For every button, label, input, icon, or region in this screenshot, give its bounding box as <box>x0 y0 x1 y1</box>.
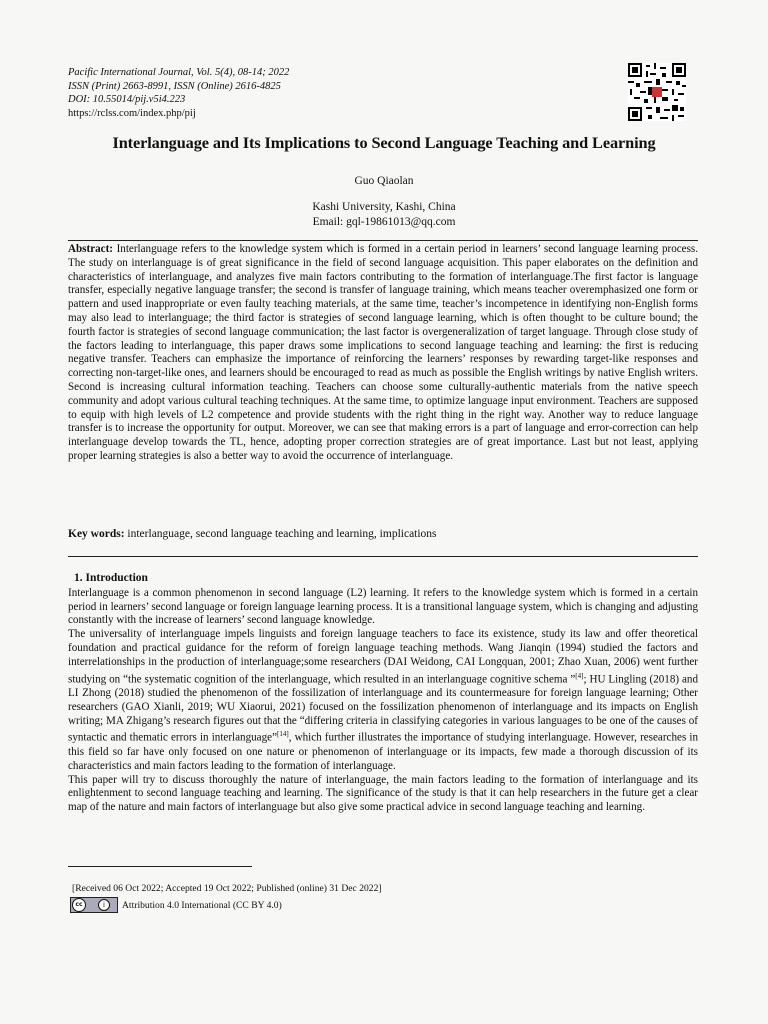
paper-title: Interlanguage and Its Implications to Second Language Teaching and Learning <box>112 133 656 152</box>
divider <box>68 556 698 557</box>
introduction-section <box>68 572 698 815</box>
journal-issn: ISSN (Print) 2663-8991, ISSN (Online) 2616-4825 <box>68 80 281 92</box>
author-email[interactable]: Email: gql-19861013@qq.com <box>312 216 456 228</box>
journal-url[interactable]: https://rclss.com/index.php/pij <box>68 107 196 119</box>
qr-code-icon <box>628 63 686 121</box>
publication-dates: [Received 06 Oct 2022; Accepted 19 Oct 2022; Published (online) 31 Dec 2022] <box>72 883 382 894</box>
author-name: Guo Qiaolan <box>354 175 414 187</box>
abstract-text: Interlanguage refers to the knowledge system which is formed in a certain period in learners’ second language learning process. The study on interlanguage is of great significance in the field of second language acquisition. This paper elaborates on the definition and characteristics of interlanguage, and analyzes five main factors contributing to the formation of interlanguage.The first factor is language transfer, especially negative language transfer; the second is transfer of language training, which means teacher overemphasized one form or pattern and used inappropriate or even faulty teaching materials, at the same time, teacher’s incompetence in identifying non-English forms may also lead to interlanguage; the third factor is strategies of second language learning, which is often thought to be culture bound; the fourth factor is strategies of second language communication; the last factor is overgeneralization of target language. Through close study of the factors leading to interlanguage, this paper draws some implications to second language teaching and learning: the first is reducing negative transfer. Teachers can emphasize the importance of reinforcing the learners’ responses by rewarding target-like responses and correcting non-target-like ones, and learners should be encouraged to read as much as possible the English writings by native English writers. Second is increasing cultural information teaching. Teachers can choose some culturally-authentic materials from the native speech community and adopt various cultural teaching techniques. At the same time, to optimize language input environment. Teachers are supposed to equip with high levels of L2 competence and provide students with the right thing in the right way. Another way to reduce language transfer is to increase the opportunity for output. Moreover, we can see that making errors is a part of language and error-correction can help interlanguage develop towards the TL, hence, adopting proper correction strategies are of great importance. Last but not least, applying proper learning strategies is also a better way to avoid the occurrence of interlanguage. <box>68 243 698 462</box>
intro-p2-part-b: ; HU Lingling (2018) and LI Zhong (2018) studied the phenomenon of the fossilization of interlanguage and its countermeasure for foreign language learning; Other researchers (GAO Xianli, 2019; WU Xiaorui, 2021) focused on the fossilization phenomenon of interlanguage and its impacts on English writing; MA Zhigang’s research figures out that the “differing criteria in classifying categories in various languages to be one of the causes of syntactic and thematic errors in interlanguage” <box>68 673 698 745</box>
journal-header <box>68 66 289 120</box>
intro-paragraph-3: This paper will try to discuss thoroughly the nature of interlanguage, the main factors leading to the formation of interlanguage and its enlightenment to second language teaching and learning. The significance of the study is that it can help researchers in the future get a clear map of the nature and main factors of interlanguage but also give some practical advice in second language teaching and learning. <box>68 773 698 814</box>
keywords-label: Key words: <box>68 528 125 540</box>
intro-paragraph-1: Interlanguage is a common phenomenon in second language (L2) learning. It refers to the knowledge system which is formed in a certain period in learners’ second language or foreign language learning process. It is a transitional language system, which is changing and adjusting constantly with the increase of learners’ second language knowledge. <box>68 586 698 627</box>
journal-doi: DOI: 10.55014/pij.v5i4.223 <box>68 94 186 105</box>
citation-ref[interactable]: [14] <box>277 730 289 739</box>
license-text[interactable]: Attribution 4.0 International (CC BY 4.0) <box>122 899 282 911</box>
divider <box>68 240 698 241</box>
intro-p2-part-a: The universality of interlanguage impels linguists and foreign language teachers to face its existence, study its law and offer theoretical foundation and practical guidance for the reform of foreign language teaching methods. Wang Jianqin (1994) studied the factors and interrelationships in the production of interlanguage;some researchers (DAI Weidong, CAI Longquan, 2001; Zhao Xuan, 2006) went further studying on “the systematic cognition of the interlanguage, which resulted in an interlanguage cognitive schema ” <box>68 628 698 686</box>
keywords-text: interlanguage, second language teaching and learning, implications <box>127 528 437 540</box>
abstract-label: Abstract: <box>68 243 113 255</box>
intro-paragraph-2 <box>68 628 698 773</box>
affiliation-block <box>0 200 768 230</box>
abstract <box>68 243 698 464</box>
intro-p2-part-c: , which further illustrates the importance of studying interlanguage. However, researches in this field so far have only focused on one nature or phenomenon of interlanguage or its impacts, few made a thorough discussion of its characteristics and main factors leading to the formation of interlanguage. <box>68 732 698 772</box>
keywords <box>68 528 698 540</box>
footnote-divider <box>68 866 252 867</box>
cc-by-icon: cc i <box>70 897 118 913</box>
citation-ref[interactable]: [4] <box>575 671 584 680</box>
section-heading: 1. Introduction <box>74 572 148 584</box>
license-line <box>70 897 282 913</box>
affiliation: Kashi University, Kashi, China <box>312 201 456 213</box>
journal-citation: Pacific International Journal, Vol. 5(4), 08-14; 2022 <box>68 67 290 78</box>
